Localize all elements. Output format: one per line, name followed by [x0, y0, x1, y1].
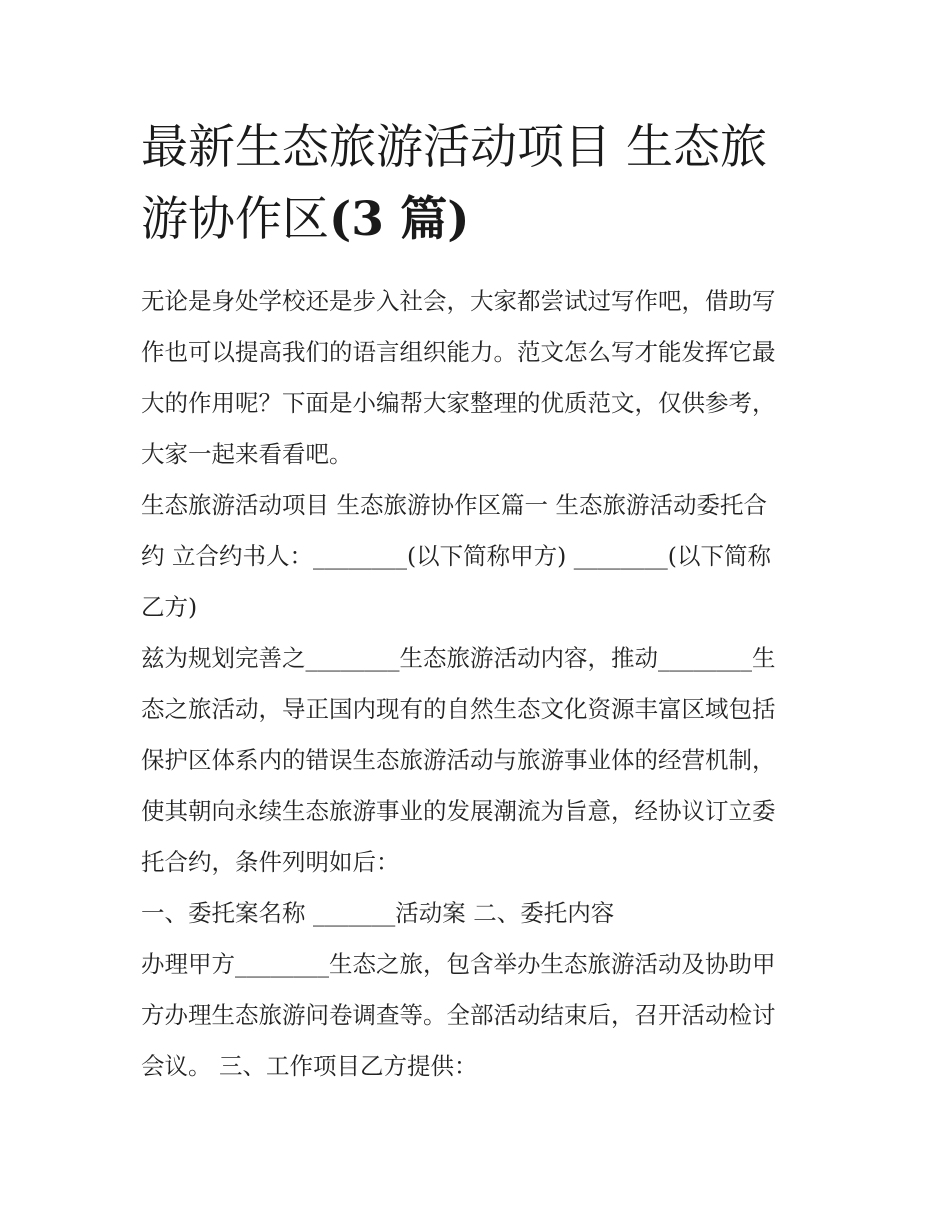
document-title: [141, 112, 821, 256]
text-line: 大家一起来看看吧。: [141, 440, 353, 468]
text-line: 保护区体系内的错误生态旅游活动与旅游事业体的经营机制，: [141, 746, 776, 774]
text-line: 兹为规划完善之________生态旅游活动内容，推动________生: [141, 644, 776, 672]
text-line: 约 立合约书人：________(以下简称甲方) ________(以下简称: [141, 542, 771, 570]
text-line: 会议。 三、工作项目乙方提供：: [141, 1052, 478, 1080]
title-line-2: [141, 184, 821, 256]
text-line: 使其朝向永续生态旅游事业的发展潮流为旨意，经协议订立委: [141, 797, 776, 825]
document-body: [141, 276, 813, 1092]
text-line: 办理甲方________生态之旅，包含举办生态旅游活动及协助甲: [141, 950, 776, 978]
text-line: 生态旅游活动项目 生态旅游协作区篇一 生态旅游活动委托合: [141, 491, 767, 519]
body-text: [141, 276, 813, 1092]
text-line: 托合约，条件列明如后：: [141, 848, 400, 876]
title-line-2-text: 游协作区: [141, 192, 329, 247]
text-line: 大的作用呢？下面是小编帮大家整理的优质范文，仅供参考，: [141, 389, 776, 417]
title-count: (3 篇): [329, 192, 470, 247]
text-line: 方办理生态旅游问卷调查等。全部活动结束后，召开活动检讨: [141, 1001, 776, 1029]
text-line: 一、委托案名称 _______活动案 二、委托内容: [141, 899, 615, 927]
text-line: 作也可以提高我们的语言组织能力。范文怎么写才能发挥它最: [141, 338, 776, 366]
text-line: 无论是身处学校还是步入社会，大家都尝试过写作吧，借助写: [141, 287, 776, 315]
text-line: 乙方): [141, 593, 198, 621]
text-line: 态之旅活动，导正国内现有的自然生态文化资源丰富区域包括: [141, 695, 776, 723]
title-line-1: 最新生态旅游活动项目 生态旅: [141, 120, 767, 175]
